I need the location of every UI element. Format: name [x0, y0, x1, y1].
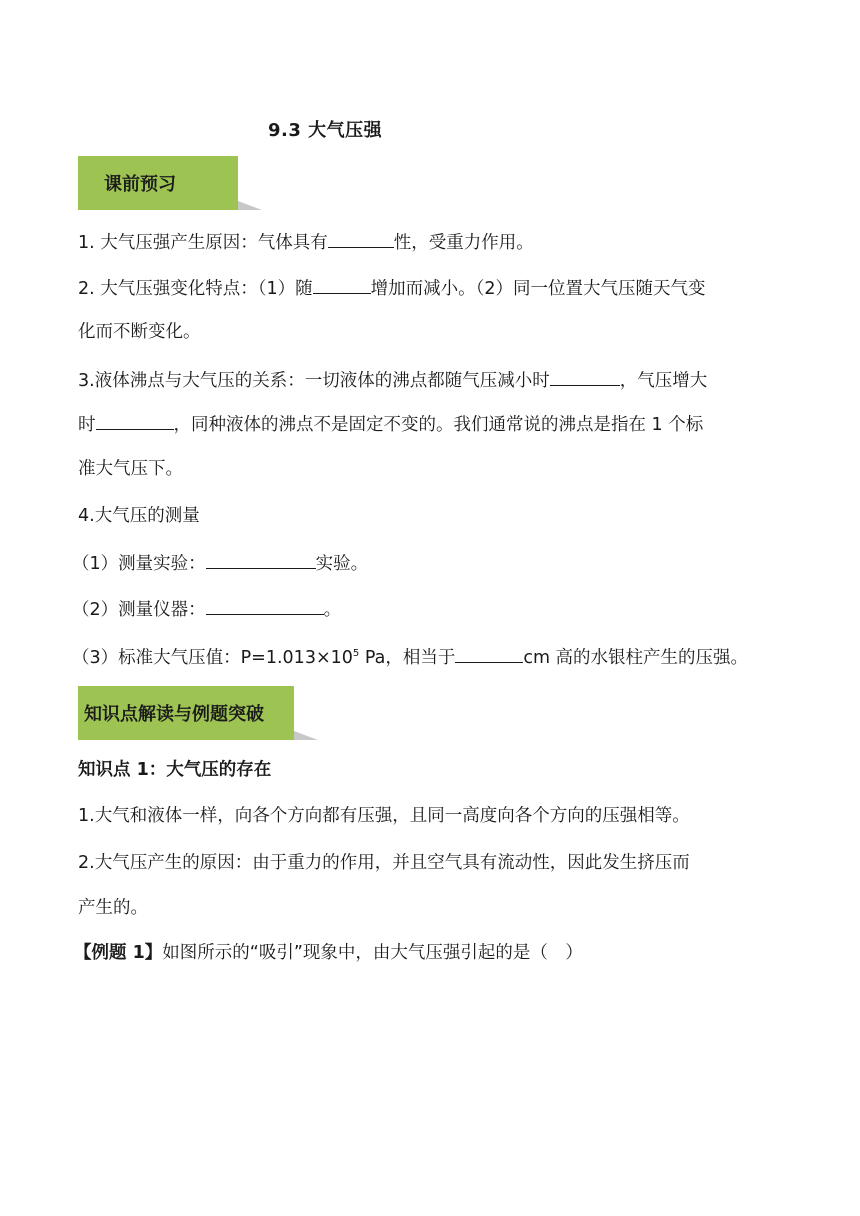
answer-blank[interactable] — [550, 367, 620, 386]
preview-question-1: 1. 大气压强产生原因：气体具有 性，受重力作用。 — [78, 229, 534, 255]
knowledge-heading: 知识点 1：大气压的存在 — [78, 760, 272, 780]
knowledge-paragraph-1: 1.大气和液体一样，向各个方向都有压强，且同一高度向各个方向的压强相等。 — [78, 806, 690, 826]
preview-question-4-3: （3）标准大气压值：$P=1.013\times 10^5$ Pa，相当于 cm 高的水银柱产生的压强。 — [72, 642, 748, 670]
answer-blank[interactable] — [328, 229, 394, 248]
preview-question-3-cont: 时 ，同种液体的沸点不是固定不变的。我们通常说的沸点是指在 1 个标 — [78, 411, 703, 437]
section-banner-preview — [78, 156, 262, 210]
preview-question-3-end: 准大气压下。 — [78, 459, 183, 479]
preview-question-4-2: （2）测量仪器： 。 — [72, 596, 341, 622]
example-text: 如图所示的“吸引”现象中，由大气压强引起的是（ ） — [162, 943, 583, 963]
preview-question-4-head: 4.大气压的测量 — [78, 506, 200, 526]
knowledge-paragraph-2: 2.大气压产生的原因：由于重力的作用，并且空气具有流动性，因此发生挤压而 — [78, 853, 690, 873]
knowledge-paragraph-2-cont: 产生的。 — [78, 898, 148, 918]
section-label-knowledge: 知识点解读与例题突破 — [78, 686, 294, 740]
preview-question-3: 3.液体沸点与大气压的关系：一切液体的沸点都随气压减小时 ，气压增大 — [78, 367, 707, 393]
answer-blank[interactable] — [455, 644, 523, 663]
banner-tail — [238, 201, 262, 210]
answer-blank[interactable] — [96, 411, 174, 430]
answer-blank[interactable] — [206, 596, 324, 615]
answer-blank[interactable] — [313, 275, 371, 294]
answer-blank[interactable] — [206, 550, 316, 569]
section-banner-knowledge — [78, 686, 318, 740]
section-label-preview: 课前预习 — [78, 156, 238, 210]
preview-question-4-1: （1）测量实验： 实验。 — [72, 550, 368, 576]
preview-question-2: 2. 大气压强变化特点：（1）随 增加而减小。（2）同一位置大气压随天气变 — [78, 275, 706, 301]
preview-question-2-cont: 化而不断变化。 — [78, 322, 201, 342]
banner-tail — [294, 731, 318, 740]
example-1 — [74, 941, 583, 965]
example-label: 【例题 1】 — [74, 943, 163, 963]
page-title: 9.3 大气压强 — [268, 120, 383, 141]
